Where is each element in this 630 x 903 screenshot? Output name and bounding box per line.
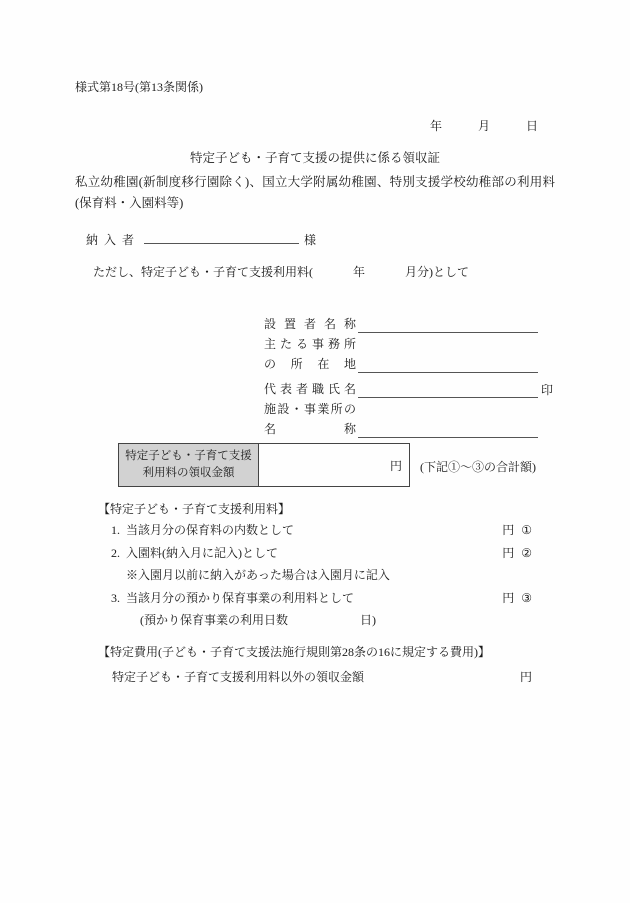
receipt-amount-box [118, 443, 410, 487]
fee-item-1 [98, 521, 532, 538]
special-cost-row [112, 668, 532, 685]
proviso-line [93, 263, 469, 280]
establisher-block [264, 313, 538, 373]
proviso-prefix: ただし、特定子ども・子育て支援利用料( [93, 265, 313, 279]
establisher-office-label-1: 主たる事務所 [264, 337, 356, 351]
date-day-label: 日 [526, 119, 539, 133]
fee-item-2-note: ※入園月以前に納入があった場合は入園月に記入 [126, 568, 390, 582]
fee-item-1-unit: 円 [502, 523, 515, 537]
fee-item-3-days-label: (預かり保育事業の利用日数 [140, 613, 288, 627]
seal-mark-icon: 印 [541, 383, 554, 397]
receipt-amount-note: (下記①～③の合計額) [420, 460, 536, 474]
fee-item-3-number: 3. [111, 591, 120, 605]
fee-item-3-text: 当該月分の預かり保育事業の利用料として [126, 591, 355, 605]
fee-item-3-unit: 円 [502, 591, 515, 605]
payer-input[interactable] [144, 228, 299, 244]
establisher-name-input[interactable] [358, 316, 538, 333]
fee-item-2-tail [502, 544, 532, 561]
fee-item-2-unit: 円 [502, 546, 515, 560]
fee-item-1-number: 1. [111, 523, 120, 537]
representative-name-row [264, 378, 553, 398]
fee-item-3-days-suffix: 日) [360, 613, 376, 627]
payer-field [86, 228, 316, 248]
fee-item-2-text: 入園料(納入月に記入)として [126, 546, 278, 560]
representative-name-input[interactable] [358, 381, 538, 398]
facility-name-row-2 [264, 418, 553, 438]
receipt-amount-label-line2: 利用料の領収金額 [142, 467, 235, 479]
date-line [430, 117, 538, 134]
representative-name-label: 代表者職氏名 [264, 382, 356, 396]
establisher-name-label: 設置者名称 [264, 317, 356, 331]
fee-item-3-subline [140, 611, 376, 628]
establisher-office-row-2 [264, 353, 538, 373]
establisher-name-row [264, 313, 538, 333]
proviso-month-suffix: 月分)として [405, 265, 470, 279]
establisher-office-row-1 [264, 333, 538, 353]
date-year-label: 年 [430, 119, 443, 133]
special-cost-label: 特定子ども・子育て支援利用料以外の領収金額 [112, 670, 365, 684]
fee-item-1-mark: ① [521, 523, 532, 537]
page-subtitle: 私立幼稚園(新制度移行園除く)、国立大学附属幼稚園、特別支援学校幼稚部の利用料(保育料・入園料等) [75, 175, 555, 210]
facility-name-row-1 [264, 398, 553, 418]
fee-item-3-tail [502, 589, 532, 606]
payer-label: 納入者 [86, 233, 141, 247]
fee-item-2 [98, 544, 532, 561]
fee-item-2-number: 2. [111, 546, 120, 560]
fee-item-3 [98, 589, 532, 606]
fee-item-2-mark: ② [521, 546, 532, 560]
facility-name-spacer [358, 402, 538, 418]
special-cost-unit: 円 [519, 670, 532, 684]
form-number: 様式第18号(第13条関係) [75, 80, 203, 94]
section-fee-heading: 【特定子ども・子育て支援利用料】 [98, 502, 291, 516]
date-month-label: 月 [478, 119, 491, 133]
fee-item-1-text: 当該月分の保育料の内数として [126, 523, 295, 537]
facility-name-label-2: 名称 [264, 422, 356, 436]
establisher-office-input[interactable] [358, 356, 538, 373]
receipt-amount-label-line1: 特定子ども・子育て支援 [125, 450, 252, 462]
establisher-office-spacer [358, 337, 538, 353]
section-special-heading: 【特定費用(子ども・子育て支援法施行規則第28条の16に規定する費用)】 [98, 645, 490, 659]
establisher-office-label-2: の所在地 [264, 357, 356, 371]
facility-name-input[interactable] [358, 421, 538, 438]
facility-name-label-1: 施設・事業所の [264, 402, 356, 416]
page-title: 特定子ども・子育て支援の提供に係る領収証 [189, 151, 440, 165]
receipt-amount-cell[interactable] [259, 444, 409, 486]
proviso-year-label: 年 [353, 265, 366, 279]
receipt-amount-label [119, 444, 259, 486]
fee-item-3-mark: ③ [521, 591, 532, 605]
fee-item-1-tail [502, 521, 532, 538]
representative-block [264, 378, 553, 438]
receipt-amount-unit: 円 [389, 458, 402, 473]
payer-honorific: 様 [304, 233, 317, 247]
